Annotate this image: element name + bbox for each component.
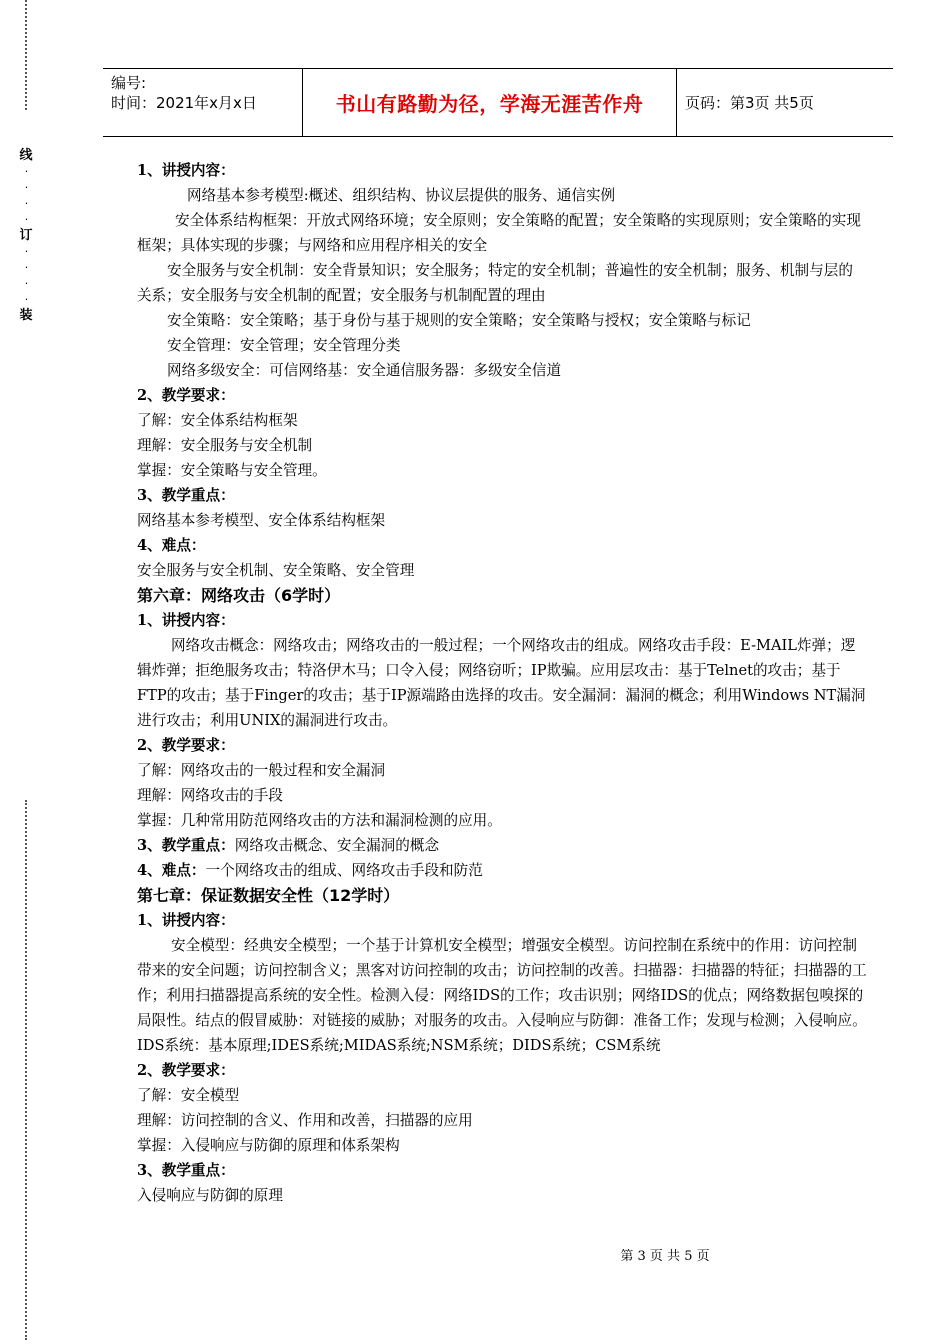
section-heading: 3、教学重点： — [137, 1162, 235, 1179]
inline-section — [137, 833, 867, 858]
header-motto: 书山有路勤为径，学海无涯苦作舟 — [303, 69, 677, 136]
paragraph: 安全管理：安全管理；安全管理分类 — [167, 337, 401, 354]
section-heading: 1、讲授内容： — [137, 912, 235, 929]
section-heading: 2、教学要求： — [137, 387, 235, 404]
paragraph: 网络基本参考模型:概述、组织结构、协议层提供的服务、通信实例 — [187, 187, 616, 204]
paragraph: 理解：安全服务与安全机制 — [137, 437, 313, 454]
paragraph: 安全服务与安全机制、安全策略、安全管理 — [137, 562, 415, 579]
binding-char-mount: 装 — [19, 308, 33, 323]
paragraph: 安全体系结构框架：开放式网络环境；安全原则；安全策略的配置；安全策略的实现原则；安全策略的实现框架；具体实现的步骤；与网络和应用程序相关的安全 — [137, 212, 861, 254]
header-page-label: 页码：第3页 共5页 — [685, 94, 814, 112]
paragraph: 安全服务与安全机制：安全背景知识；安全服务；特定的安全机制；普遍性的安全机制；服务、机制与层的关系；安全服务与安全机制的配置；安全服务与机制配置的理由 — [137, 262, 853, 304]
header-meta — [103, 69, 303, 136]
binding-dotted-line-top — [25, 0, 27, 110]
paragraph: 掌握：几种常用防范网络攻击的方法和漏洞检测的应用。 — [137, 812, 502, 829]
paragraph: 网络攻击概念、安全漏洞的概念 — [234, 837, 440, 854]
section-heading: 3、教学重点： — [137, 487, 235, 504]
section-heading: 4、难点： — [137, 537, 206, 554]
paragraph: 一个网络攻击的组成、网络攻击手段和防范 — [205, 862, 483, 879]
paragraph: 网络攻击概念：网络攻击；网络攻击的一般过程；一个网络攻击的组成。网络攻击手段：E-MAIL炸弹；逻辑炸弹；拒绝服务攻击；特洛伊木马；口令入侵；网络窃听；IP欺骗。应用层攻击：基于Telnet的攻击；基于FTP的攻击；基于Finger的攻击；基于IP源端路由选择的攻击。安全漏洞：漏洞的概念；利用Windows NT漏洞进行攻击；利用UNIX的漏洞进行攻击。 — [137, 637, 866, 729]
binding-margin — [20, 0, 32, 1344]
paragraph: 了解：安全体系结构框架 — [137, 412, 298, 429]
section-heading: 2、教学要求： — [137, 737, 235, 754]
section-heading: 1、讲授内容： — [137, 612, 235, 629]
paragraph: 入侵响应与防御的原理 — [137, 1187, 283, 1204]
chapter-title: 第六章：网络攻击（6学时） — [137, 586, 341, 605]
section-heading: 2、教学要求： — [137, 1062, 235, 1079]
binding-char-order: 订 — [19, 228, 33, 243]
paragraph: 安全策略：安全策略；基于身份与基于规则的安全策略；安全策略与授权；安全策略与标记 — [167, 312, 751, 329]
paragraph: 了解：安全模型 — [137, 1087, 240, 1104]
section-heading: 4、难点： — [137, 862, 206, 879]
paragraph: 网络基本参考模型、安全体系结构框架 — [137, 512, 386, 529]
binding-char-line: 线 — [19, 148, 33, 163]
section-heading: 3、教学重点： — [137, 837, 235, 854]
time-label: 时间：2021年x月x日 — [111, 94, 257, 112]
paragraph: 理解：网络攻击的手段 — [137, 787, 283, 804]
paragraph: 理解：访问控制的含义、作用和改善，扫描器的应用 — [137, 1112, 473, 1129]
paragraph: 安全模型：经典安全模型；一个基于计算机安全模型；增强安全模型。访问控制在系统中的作用：访问控制带来的安全问题；访问控制含义；黑客对访问控制的攻击；访问控制的改善。扫描器：扫描器的特征；扫描器的工作；利用扫描器提高系统的安全性。检测入侵：网络IDS的工作；攻击识别；网络IDS的优点；网络数据包嗅探的局限性。结点的假冒威胁：对链接的威胁；对服务的攻击。入侵响应与防御：准备工作；发现与检测；入侵响应。IDS系统：基本原理;IDES系统;MIDAS系统;NSM系统；DIDS系统；CSM系统 — [137, 937, 867, 1054]
binding-label: 线 · · · · 订 · · · · 装 — [19, 148, 33, 323]
page-footer: 第 3 页 共 5 页 — [620, 1249, 710, 1264]
paragraph: 了解：网络攻击的一般过程和安全漏洞 — [137, 762, 386, 779]
paragraph: 掌握：入侵响应与防御的原理和体系架构 — [137, 1137, 400, 1154]
chapter-title: 第七章：保证数据安全性（12学时） — [137, 886, 400, 905]
paragraph: 掌握：安全策略与安全管理。 — [137, 462, 327, 479]
page-header — [103, 68, 893, 137]
inline-section — [137, 858, 867, 883]
section-heading: 1、讲授内容： — [137, 162, 235, 179]
paragraph: 网络多级安全：可信网络基：安全通信服务器：多级安全信道 — [167, 362, 562, 379]
document-body — [137, 158, 867, 1208]
number-label: 编号: — [111, 74, 147, 92]
